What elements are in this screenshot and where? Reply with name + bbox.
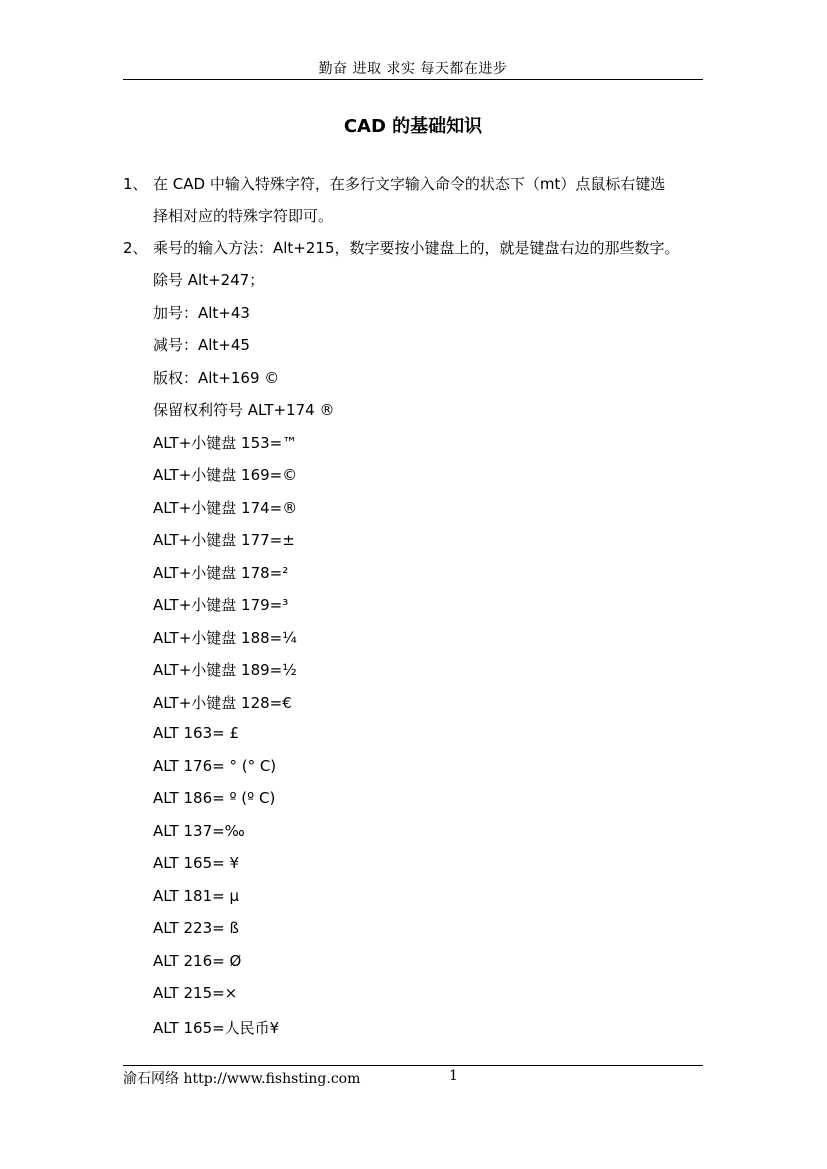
- item-text-line: 在 CAD 中输入特殊字符，在多行文字输入命令的状态下（mt）点鼠标右键选: [153, 175, 666, 193]
- footer-site: 渝石网络 http://www.fishsting.com: [123, 1071, 361, 1087]
- item-text-line: 择相对应的特殊字符即可。: [153, 207, 334, 225]
- shortcut-line: 保留权利符号 ALT+174 ®: [153, 401, 335, 419]
- document-title: CAD 的基础知识: [343, 116, 483, 137]
- shortcut-line: ALT 186= º (º C): [153, 789, 276, 807]
- shortcut-line: ALT 176= ° (° C): [153, 757, 277, 775]
- header-divider: [123, 79, 703, 80]
- shortcut-line: ALT 163= £: [153, 724, 239, 742]
- shortcut-line: ALT 223= ß: [153, 919, 239, 937]
- header-motto: 勤奋 进取 求实 每天都在进步: [318, 61, 508, 77]
- shortcut-line: 版权：Alt+169 ©: [153, 369, 280, 387]
- footer-divider: [123, 1065, 703, 1066]
- shortcut-line: ALT+小键盘 178=²: [153, 564, 289, 582]
- shortcut-line: ALT+小键盘 153=™: [153, 434, 298, 452]
- item-number: 2、: [123, 239, 148, 257]
- shortcut-line: ALT+小键盘 174=®: [153, 499, 298, 517]
- shortcut-line: 除号 Alt+247；: [153, 271, 265, 289]
- shortcut-line: ALT+小键盘 128=€: [153, 694, 292, 712]
- shortcut-line: 加号：Alt+43: [153, 304, 250, 322]
- page-number: 1: [449, 1068, 458, 1084]
- shortcut-line: ALT 137=‰: [153, 822, 245, 840]
- shortcut-line: 减号：Alt+45: [153, 336, 250, 354]
- item-number: 1、: [123, 175, 148, 193]
- shortcut-line: ALT+小键盘 179=³: [153, 596, 289, 614]
- shortcut-line: ALT+小键盘 169=©: [153, 466, 298, 484]
- shortcut-line: ALT+小键盘 177=±: [153, 531, 295, 549]
- shortcut-line: ALT 181= µ: [153, 887, 239, 905]
- shortcut-line: ALT+小键盘 188=¼: [153, 629, 297, 647]
- item-text-line: 乘号的输入方法：Alt+215，数字要按小键盘上的，就是键盘右边的那些数字。: [153, 239, 680, 257]
- shortcut-line: ALT 215=×: [153, 984, 238, 1002]
- shortcut-line: ALT 165= ¥: [153, 854, 239, 872]
- shortcut-line: ALT 165=人民币¥: [153, 1019, 280, 1037]
- shortcut-line: ALT 216= Ø: [153, 952, 242, 970]
- shortcut-line: ALT+小键盘 189=½: [153, 661, 297, 679]
